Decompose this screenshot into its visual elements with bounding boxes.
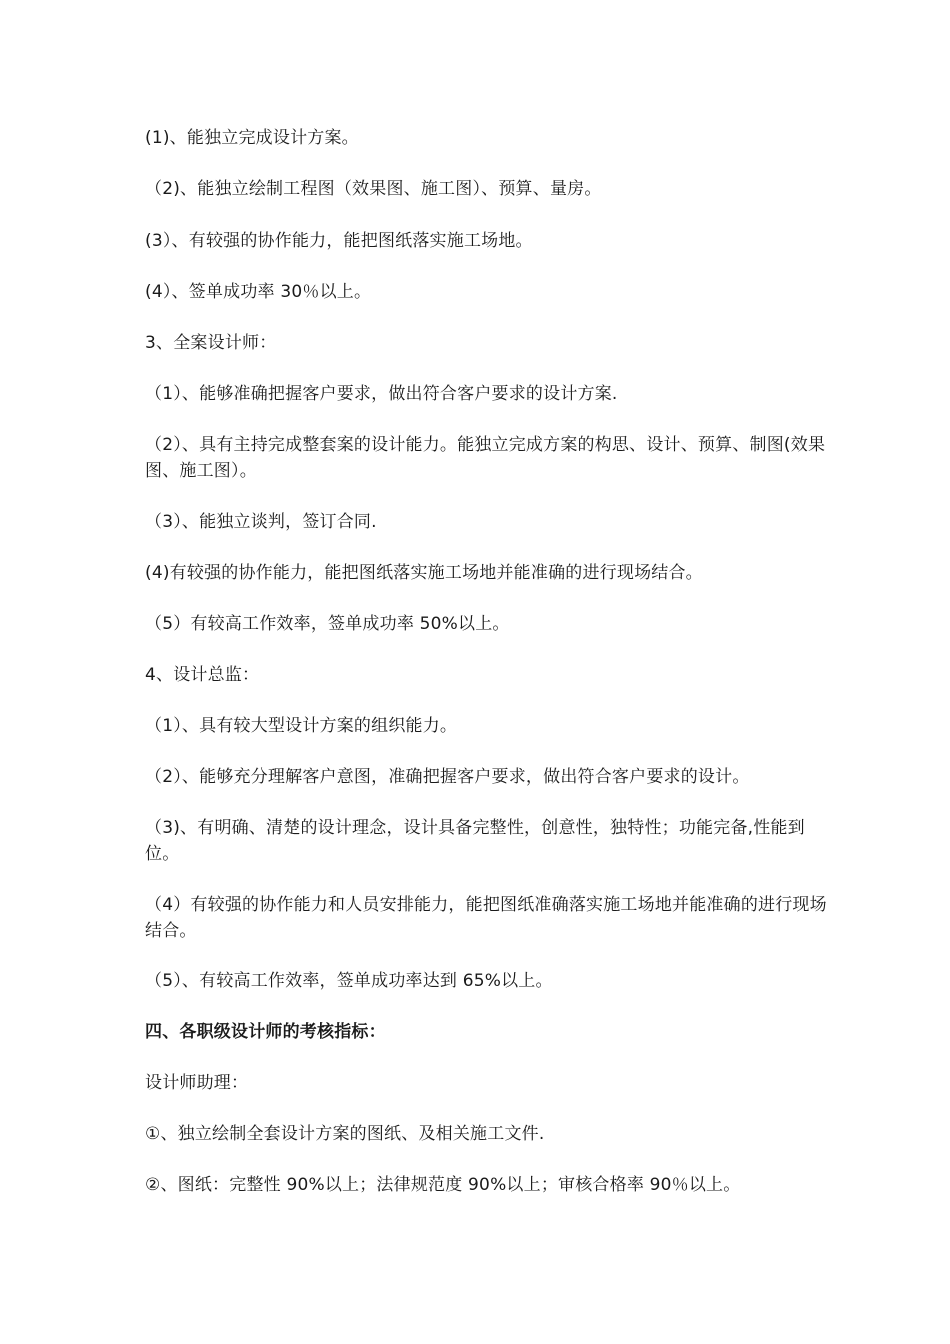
paragraph-12: （1）、具有较大型设计方案的组织能力。 <box>145 716 458 736</box>
paragraph-7: （2）、具有主持完成整套案的设计能力。能独立完成方案的构思、设计、预算、制图(效果图、施工图）。 <box>145 435 826 481</box>
paragraph-10: （5）有较高工作效率，签单成功率 50%以上。 <box>145 614 510 634</box>
paragraph-8: （3）、能独立谈判，签订合同. <box>145 512 377 532</box>
paragraph-19: ①、独立绘制全套设计方案的图纸、及相关施工文件. <box>145 1124 545 1144</box>
paragraph-20: ②、图纸：完整性 90%以上；法律规范度 90%以上；审核合格率 90％以上。 <box>145 1175 741 1195</box>
paragraph-16: （5）、有较高工作效率，签单成功率达到 65%以上。 <box>145 971 553 991</box>
paragraph-15: （4）有较强的协作能力和人员安排能力，能把图纸准确落实施工场地并能准确的进行现场结合。 <box>145 895 827 941</box>
paragraph-9: (4)有较强的协作能力，能把图纸落实施工场地并能准确的进行现场结合。 <box>145 563 703 583</box>
section-heading-design-director: 4、设计总监： <box>145 665 260 685</box>
paragraph-3: (3）、有较强的协作能力，能把图纸落实施工场地。 <box>145 231 533 251</box>
section-heading-full-case-designer: 3、全案设计师： <box>145 333 277 353</box>
paragraph-14: （3)、有明确、清楚的设计理念，设计具备完整性，创意性，独特性；功能完备,性能到位。 <box>145 818 805 864</box>
paragraph-4: (4）、签单成功率 30％以上。 <box>145 282 372 302</box>
paragraph-6: （1）、能够准确把握客户要求，做出符合客户要求的设计方案. <box>145 384 618 404</box>
subheading-design-assistant: 设计师助理： <box>145 1073 249 1093</box>
paragraph-2: （2)、能独立绘制工程图（效果图、施工图）、预算、量房。 <box>145 179 602 199</box>
paragraph-13: （2）、能够充分理解客户意图，准确把握客户要求，做出符合客户要求的设计。 <box>145 767 750 787</box>
section-heading-assessment-indicators: 四、各职级设计师的考核指标： <box>145 1022 386 1042</box>
paragraph-1: (1)、能独立完成设计方案。 <box>145 128 359 148</box>
